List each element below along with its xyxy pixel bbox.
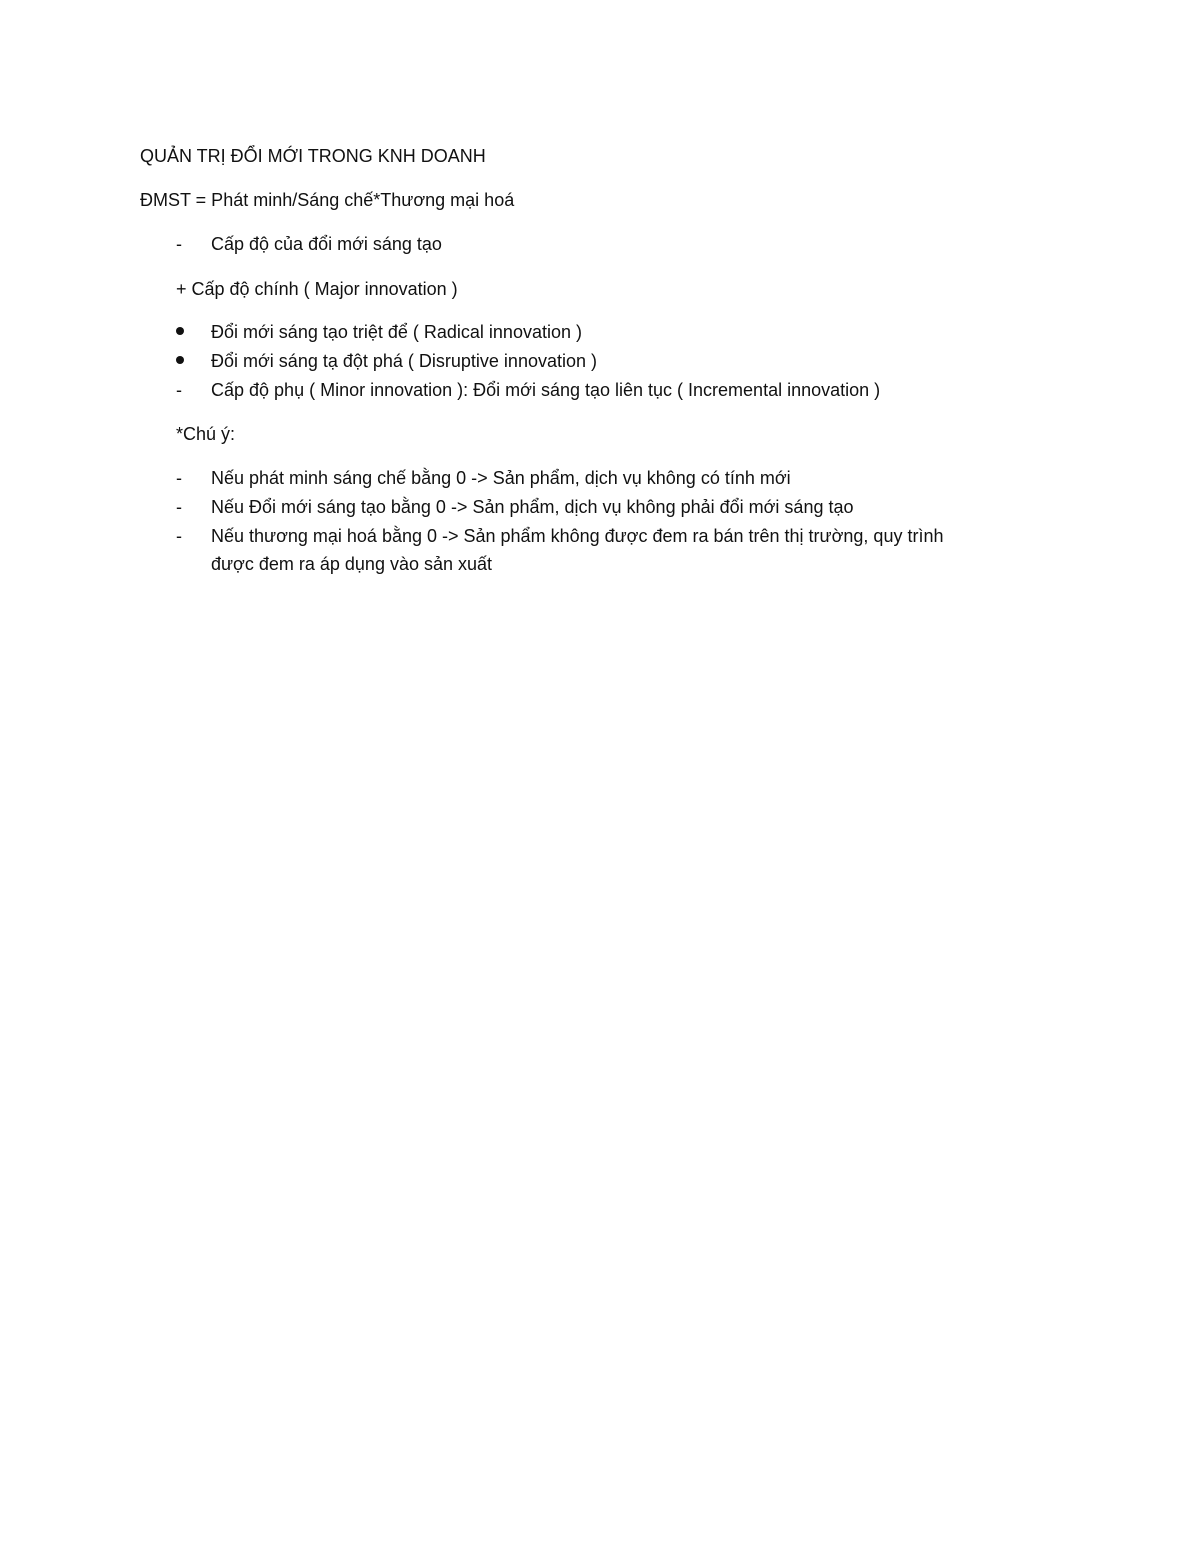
dash-marker: - bbox=[176, 497, 182, 517]
major-item-radical: Đổi mới sáng tạo triệt để ( Radical innovation ) bbox=[211, 322, 582, 342]
note-heading: *Chú ý: bbox=[176, 424, 236, 444]
bullet-dot bbox=[176, 327, 184, 335]
formula-line: ĐMST = Phát minh/Sáng chế*Thương mại hoá bbox=[140, 190, 515, 210]
dash-marker: - bbox=[176, 380, 182, 400]
dash-marker: - bbox=[176, 468, 182, 488]
dash-marker: - bbox=[176, 526, 182, 546]
major-heading: + Cấp độ chính ( Major innovation ) bbox=[176, 279, 458, 299]
minor-item: Cấp độ phụ ( Minor innovation ): Đổi mới sáng tạo liên tục ( Incremental innovation ) bbox=[211, 380, 881, 400]
note-item: Nếu Đổi mới sáng tạo bằng 0 -> Sản phẩm, dịch vụ không phải đổi mới sáng tạo bbox=[211, 497, 854, 517]
note-item: Nếu phát minh sáng chế bằng 0 -> Sản phẩm, dịch vụ không có tính mới bbox=[211, 468, 791, 488]
note-item: Nếu thương mại hoá bằng 0 -> Sản phẩm không được đem ra bán trên thị trường, quy trình bbox=[211, 526, 944, 546]
bullet-dot bbox=[176, 356, 184, 364]
dash-marker: - bbox=[176, 234, 182, 254]
level-heading: Cấp độ của đổi mới sáng tạo bbox=[211, 234, 442, 254]
document-title: QUẢN TRỊ ĐỔI MỚI TRONG KNH DOANH bbox=[140, 146, 486, 166]
note-item-continuation: được đem ra áp dụng vào sản xuất bbox=[211, 554, 493, 574]
major-item-disruptive: Đổi mới sáng tạ đột phá ( Disruptive innovation ) bbox=[211, 351, 597, 371]
